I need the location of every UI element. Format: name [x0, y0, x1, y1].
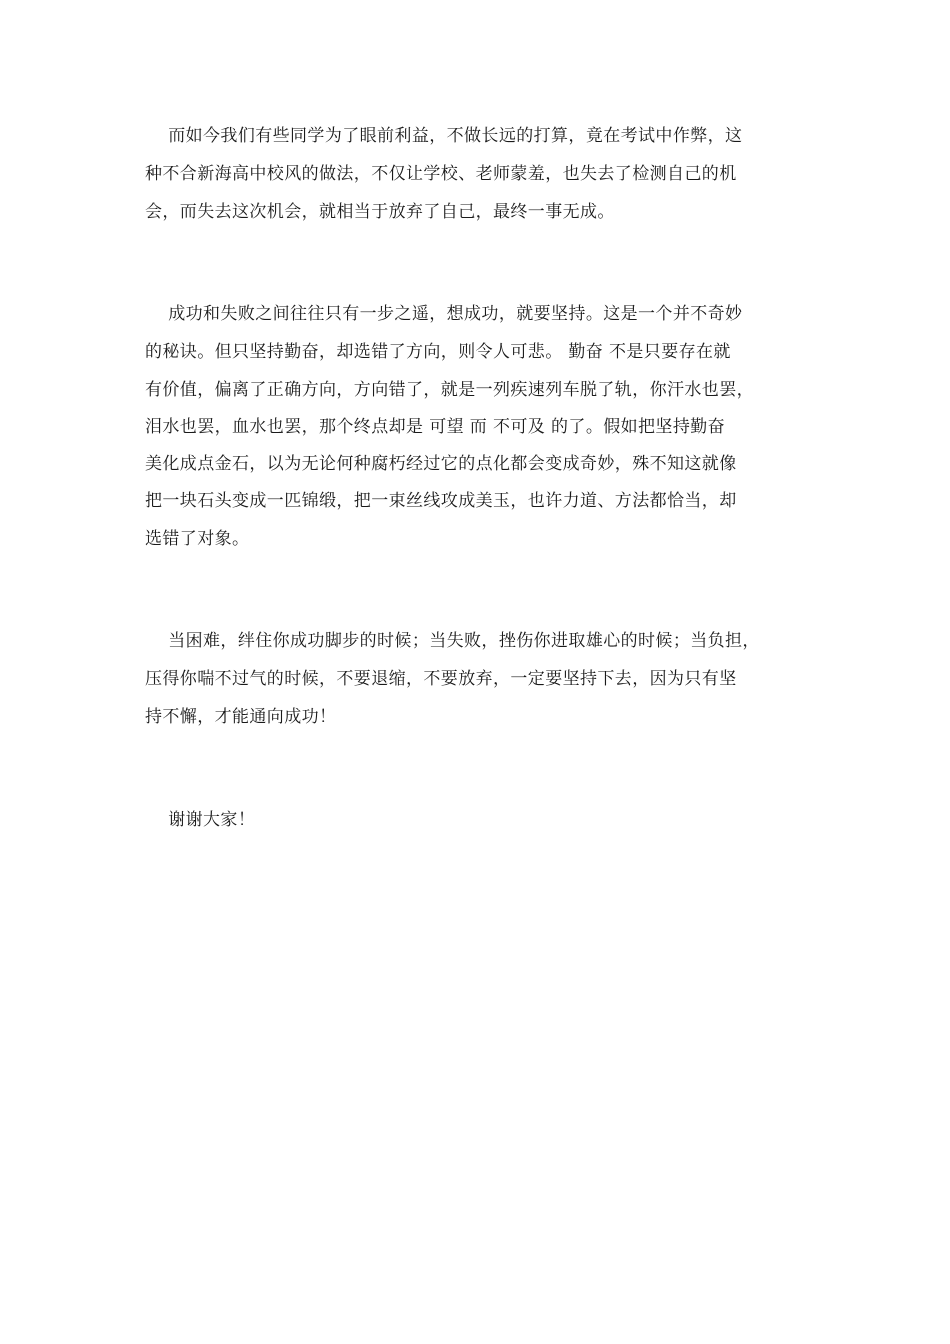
paragraph-line: 泪水也罢，血水也罢，那个终点却是 可望 而 不可及 的了。假如把坚持勤奋	[145, 417, 726, 437]
paragraph-line: 把一块石头变成一匹锦缎，把一束丝线攻成美玉，也许力道、方法都恰当，却	[145, 491, 737, 511]
paragraph-line: 而如今我们有些同学为了眼前利益，不做长远的打算，竟在考试中作弊，这	[145, 126, 743, 146]
paragraph-line: 会，而失去这次机会，就相当于放弃了自己，最终一事无成。	[145, 202, 615, 222]
paragraph-line: 的秘诀。但只坚持勤奋，却选错了方向，则令人可悲。 勤奋 不是只要存在就	[145, 342, 731, 362]
paragraph-line: 成功和失败之间往往只有一步之遥，想成功，就要坚持。这是一个并不奇妙	[145, 304, 743, 324]
paragraph-line: 当困难，绊住你成功脚步的时候；当失败，挫伤你进取雄心的时候；当负担，	[145, 631, 760, 651]
paragraph-line: 美化成点金石，以为无论何种腐朽经过它的点化都会变成奇妙，殊不知这就像	[145, 454, 737, 474]
paragraph-line: 选错了对象。	[145, 529, 250, 549]
paragraph-line: 压得你喘不过气的时候，不要退缩，不要放弃，一定要坚持下去，因为只有坚	[145, 669, 737, 689]
paragraph-line: 持不懈，才能通向成功！	[145, 707, 337, 727]
closing-line: 谢谢大家！	[145, 810, 256, 830]
paragraph-line: 有价值，偏离了正确方向，方向错了，就是一列疾速列车脱了轨，你汗水也罢，	[145, 380, 754, 400]
paragraph-line: 种不合新海高中校风的做法，不仅让学校、老师蒙羞，也失去了检测自己的机	[145, 164, 737, 184]
